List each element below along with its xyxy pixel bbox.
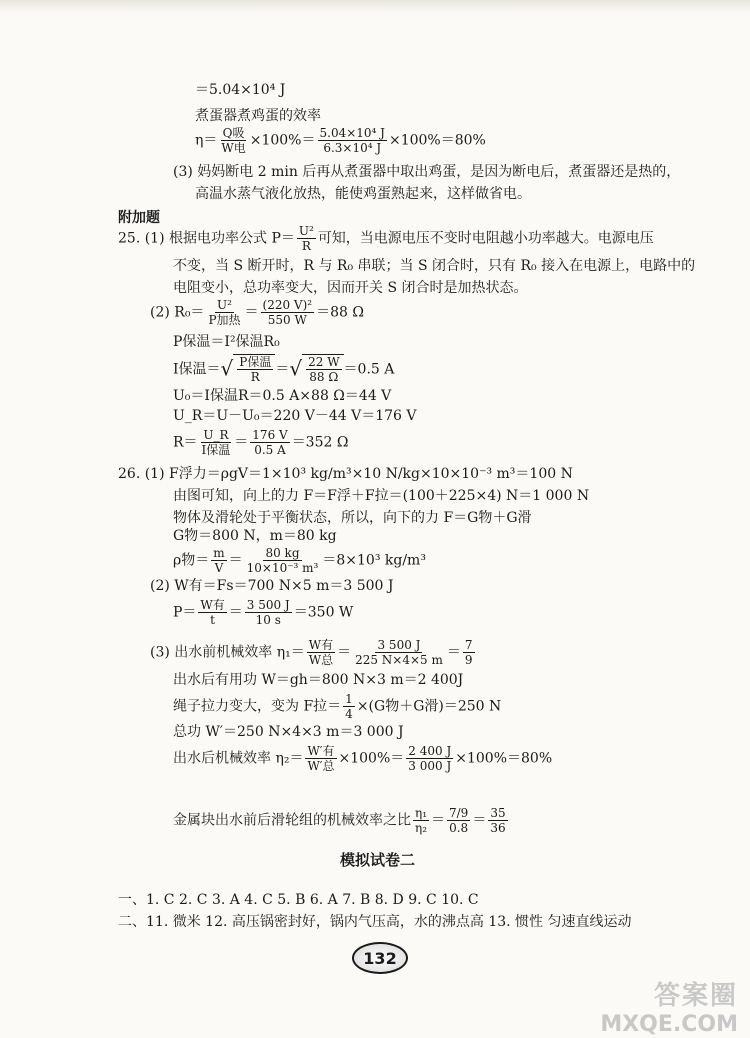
watermark-url: MXQE.COM: [600, 1012, 738, 1037]
answers-fill: 二、11. 微米 12. 高压锅密封好，锅内气压高，水的沸点高 13. 惯性 匀速直线运动: [118, 914, 632, 930]
q25-p-warm: P保温＝I²保温R₀: [173, 334, 280, 350]
q25-line2: 不变，当 S 断开时，R 与 R₀ 串联；当 S 闭合时，只有 R₀ 接入在电源上，电路中的: [173, 258, 696, 274]
q26-work: (2) W有＝Fs＝700 N×5 m＝3 500 J: [150, 578, 394, 594]
part3-line1: (3) 妈妈断电 2 min 后再从煮蛋器中取出鸡蛋，是因为断电后，煮蛋器还是热的，: [173, 164, 681, 180]
q26-line3: 物体及滑轮处于平衡状态，所以，向下的力 F＝G物＋G滑: [173, 510, 532, 526]
q26-line2: 由图可知，向上的力 F＝F浮＋F拉＝(100＋225×4) N＝1 000 N: [173, 488, 590, 504]
energy-result: ＝5.04×10⁴ J: [195, 82, 286, 98]
q25-r: R＝ $\frac{U\_R}{\text{I保温}}$ ＝ $\frac{176 V}{0.5 A}$ ＝352 Ω: [173, 428, 349, 457]
efficiency-formula: η＝ $\frac{\text{Q吸}}{\text{W电}}$ ×100%＝ $\frac{\text{5.04×10⁴ J}}{\text{6.3×10⁴ J}}$ ×100%＝80%: [195, 126, 486, 155]
q26-line4: G物＝800 N，m＝80 kg: [173, 528, 337, 544]
q26-useful-work: 出水后有用功 W＝gh＝800 N×3 m＝2 400J: [173, 672, 464, 688]
part3-line2: 高温水蒸气液化放热，能使鸡蛋熟起来，这样做省电。: [195, 186, 531, 202]
page-number-badge: [352, 942, 408, 974]
q26-line1: 26. (1) F浮力＝ρgV＝1×10³ kg/m³×10 N/kg×10×10⁻³ m³＝100 N: [118, 466, 573, 482]
q25-ur: U_R＝U－U₀＝220 V－44 V＝176 V: [173, 408, 417, 424]
answers-choice: 一、1. C 2. C 3. A 4. C 5. B 6. A 7. B 8. D 9. C 10. C: [118, 892, 479, 908]
section-extra-title: 附加题: [118, 210, 160, 226]
q26-tension: 绳子拉力变大，变为 F拉＝ $\frac{1}{4}$ ×(G物＋G滑)＝250 N: [173, 692, 502, 721]
q26-eta1: (3) 出水前机械效率 η₁＝ $\frac{\text{W有}}{\text{W总}}$ ＝ $\frac{3 500 J}{225 N\times 4\times 5 m}$ ＝ $\frac{7}{9}$: [150, 638, 473, 667]
watermark-logo-text: 答案圈: [653, 981, 738, 1011]
page-top-edge: [0, 0, 750, 14]
watermark: [600, 975, 738, 1037]
q25-i-warm: I保温＝√ $\frac{\text{P保温}}{R}$ ＝√ $\frac{22 W}{88 \Omega}$ ＝0.5 A: [173, 355, 395, 384]
efficiency-heading: 煮蛋器煮鸡蛋的效率: [195, 108, 321, 124]
q26-total-work: 总功 W′＝250 N×4×3 m＝3 000 J: [173, 724, 404, 740]
q26-eta2: 出水后机械效率 η₂＝ $\frac{\text{W′有}}{\text{W′总}}$ ×100%＝ $\frac{2 400 J}{3 000 J}$ ×100%＝80%: [173, 744, 553, 773]
q25-line3: 电阻变小，总功率变大，因而开关 S 闭合时是加热状态。: [173, 280, 528, 296]
q26-ratio: 金属块出水前后滑轮组的机械效率之比 $\frac{\text{η₁}}{\text{η₂}}$ ＝ $\frac{7/9}{0.8}$ ＝ $\frac{35}{36}$: [173, 806, 506, 835]
q26-density: ρ物＝ $\frac{m}{V}$ ＝ $\frac{80 kg}{\text{10×10⁻³ m³}}$ ＝8×10³ kg/m³: [173, 546, 426, 575]
q25-u0: U₀＝I保温R＝0.5 A×88 Ω＝44 V: [173, 388, 392, 404]
page-number: 132: [363, 948, 397, 968]
q25-line1: 25. (1) 根据电功率公式 P＝ $\frac{\text{U²}}{R}$ 可知，当电源电压不变时电阻越小功率越大。电源电压: [118, 224, 654, 253]
q26-power: P＝ $\frac{\text{W有}}{t}$ ＝ $\frac{3 500 J}{10 s}$ ＝350 W: [173, 598, 354, 627]
q25-r0-formula: (2) R₀＝ $\frac{\text{U²}}{\text{P加热}}$ ＝ $\frac{\text{(220 V)²}}{550 W}$ ＝88 Ω: [150, 298, 364, 327]
exam2-title: 模拟试卷二: [340, 851, 416, 869]
